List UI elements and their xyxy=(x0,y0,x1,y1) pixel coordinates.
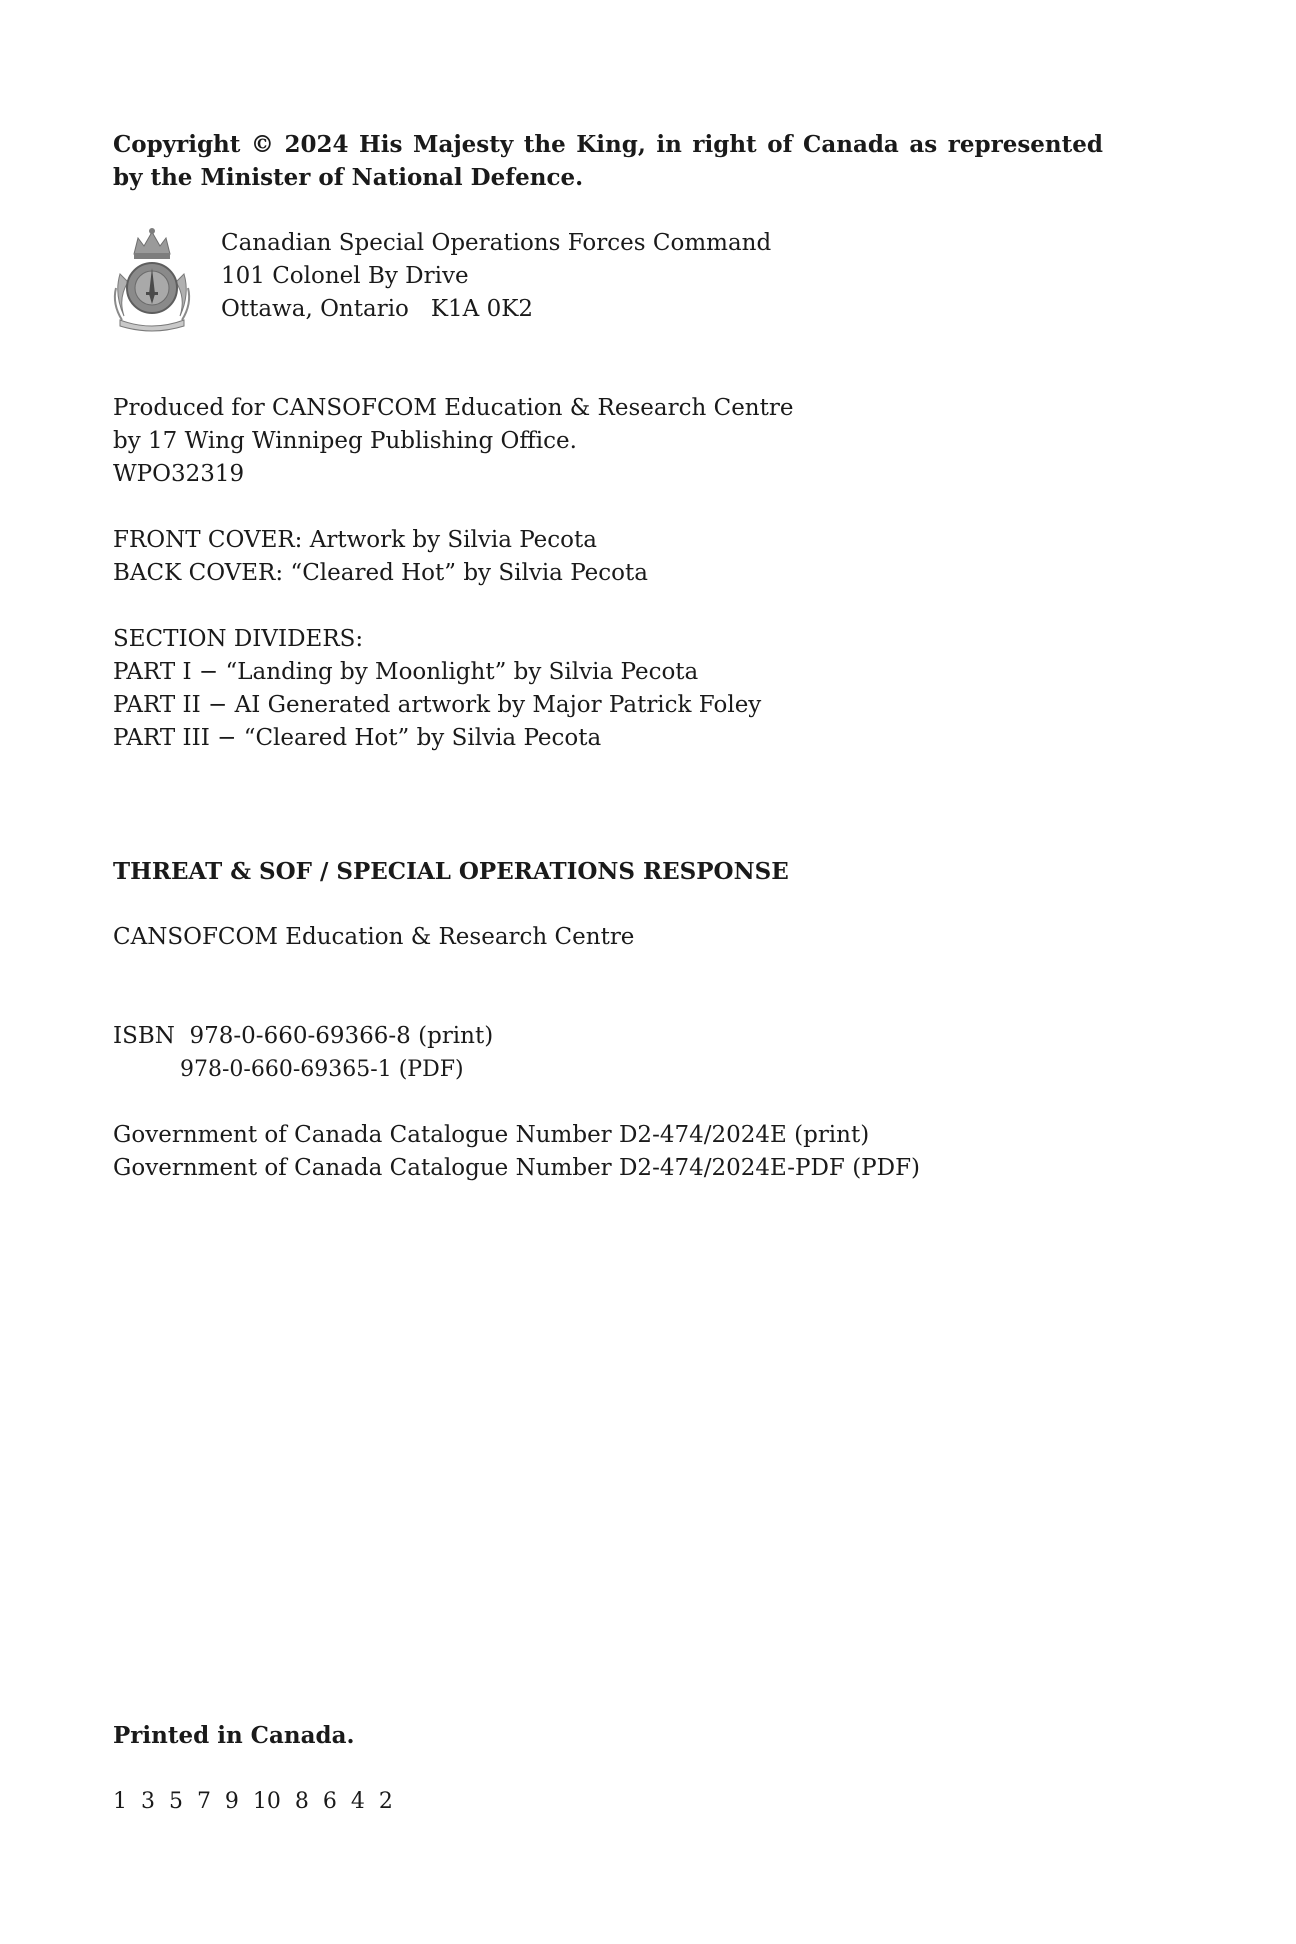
address-line-2: 101 Colonel By Drive xyxy=(221,263,469,289)
isbn-print: ISBN 978-0-660-69366-8 (print) xyxy=(113,1023,494,1049)
cansofcom-crest-icon xyxy=(110,224,194,334)
address-line-3: Ottawa, Ontario K1A 0K2 xyxy=(221,296,534,322)
catalogue-print: Government of Canada Catalogue Number D2-474/2024E (print) xyxy=(113,1122,870,1148)
production-credits xyxy=(113,392,793,491)
cover-credits xyxy=(113,524,648,590)
publisher-name: CANSOFCOM Education & Research Centre xyxy=(113,924,635,950)
book-title: THREAT & SOF / SPECIAL OPERATIONS RESPONSE xyxy=(113,858,789,885)
book-title-block xyxy=(113,855,789,888)
mailing-address xyxy=(221,227,771,326)
printed-note xyxy=(113,1719,355,1752)
isbn-block xyxy=(113,1020,493,1086)
address-line-1: Canadian Special Operations Forces Command xyxy=(221,230,772,256)
copyright-notice xyxy=(113,128,1103,194)
divider-part-2: PART II − AI Generated artwork by Major Patrick Foley xyxy=(113,692,762,718)
divider-part-3: PART III − “Cleared Hot” by Silvia Pecota xyxy=(113,725,602,751)
catalogue-block xyxy=(113,1119,920,1185)
divider-part-1: PART I − “Landing by Moonlight” by Silvia Pecota xyxy=(113,659,699,685)
publisher-block xyxy=(113,921,634,954)
produced-line-3: WPO32319 xyxy=(113,461,245,487)
section-dividers xyxy=(113,623,761,755)
back-cover-credit: BACK COVER: “Cleared Hot” by Silvia Pecota xyxy=(113,560,648,586)
produced-line-2: by 17 Wing Winnipeg Publishing Office. xyxy=(113,428,577,454)
printed-in-canada: Printed in Canada. xyxy=(113,1722,355,1749)
printing-line-block xyxy=(113,1785,393,1818)
printing-line: 1 3 5 7 9 10 8 6 4 2 xyxy=(113,1789,393,1814)
copyright-line: Copyright © 2024 His Majesty the King, in right of Canada as represented by the Minister of National Defence. xyxy=(113,131,1103,191)
isbn-pdf: 978-0-660-69365-1 (PDF) xyxy=(180,1057,464,1082)
dividers-heading: SECTION DIVIDERS: xyxy=(113,626,364,652)
front-cover-credit: FRONT COVER: Artwork by Silvia Pecota xyxy=(113,527,597,553)
catalogue-pdf: Government of Canada Catalogue Number D2-474/2024E-PDF (PDF) xyxy=(113,1155,921,1181)
produced-line-1: Produced for CANSOFCOM Education & Research Centre xyxy=(113,395,794,421)
